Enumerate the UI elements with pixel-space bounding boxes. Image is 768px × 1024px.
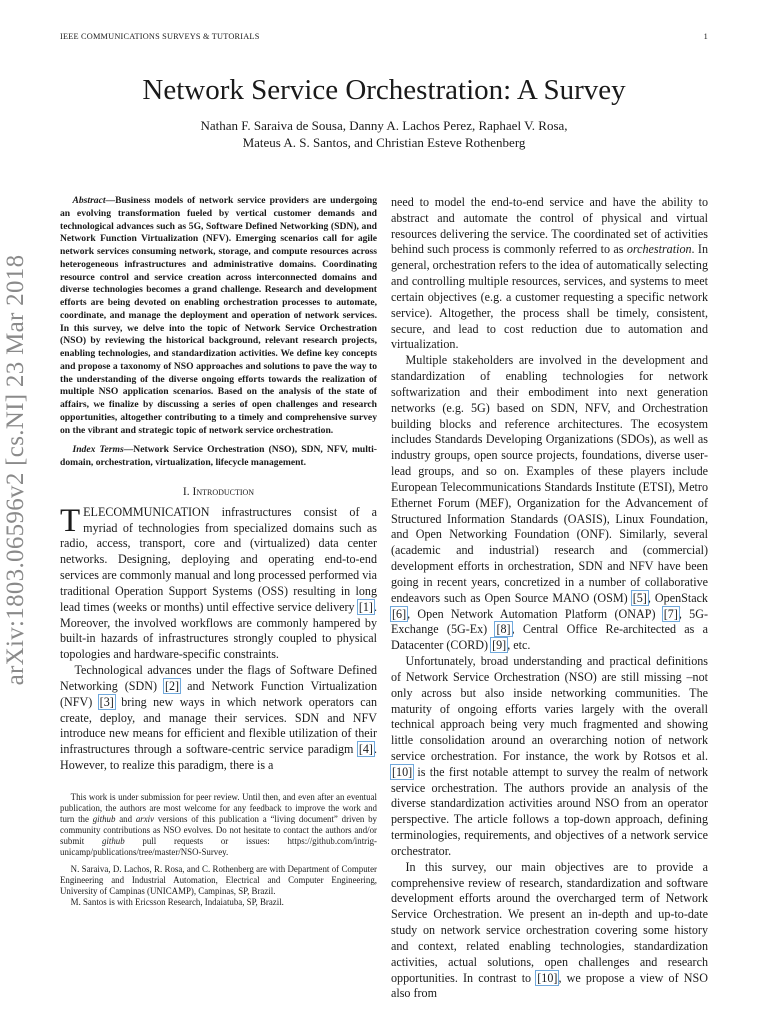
intro-p2-text-b: and Network Function Virtualization (NFV)	[60, 678, 377, 709]
intro-p1-text: ELECOMMUNICATION infrastructures consist of a myriad of technologies from specialized domains such as radio, access, transport, core and (virtualized) data center networks. Designing, deploying and operating end-to-end services are commonly manual and long processed performed via traditional Operation Support Systems (OSS) resulting in long lead times (weeks or months) until effective service delivery	[60, 504, 378, 614]
index-terms	[60, 444, 377, 470]
abstract	[60, 195, 377, 437]
running-header	[60, 32, 708, 44]
citation-link[interactable]: [9]	[492, 638, 507, 653]
author-line-2: Mateus A. S. Santos, and Christian Esteve Rothenberg	[242, 135, 526, 150]
citation-link[interactable]: [10]	[537, 970, 558, 985]
body-text: , we propose a view of NSO also from	[391, 970, 708, 1001]
intro-paragraph-1	[60, 502, 378, 663]
footnote-affiliation-ericsson: M. Santos is with Ericsson Research, Indaiatuba, SP, Brazil.	[70, 896, 284, 907]
body-text: , etc.	[507, 638, 531, 653]
paper-title: Network Service Orchestration: A Survey	[142, 74, 626, 106]
footnote-submission	[60, 792, 377, 858]
citation-link[interactable]: [5]	[632, 590, 647, 605]
body-text: need to model the end-to-end service and have the ability to abstract and automate the control of physical and virtual resources delivering the service. The coordinated set of activities behind such process is commonly referred to as	[391, 195, 708, 257]
intro-paragraph-4	[391, 353, 708, 654]
citation-link[interactable]: [4]	[358, 742, 373, 757]
body-text: . In general, orchestration refers to the idea of automatically selecting and controlling multiple resources, services, and systems to meet certain objectives (e.g. a customer requesting a specific network service). Altogether, the process shall be timely, consistent, secure, and lead to cost reduction due to automation and virtualization.	[391, 242, 709, 352]
footnote-italic: arxiv	[135, 813, 155, 824]
footnote-text: This work is under submission for peer review. Until then, and even after an eventual publication, the authors are most welcome for any feedback to improve the work and turn the	[60, 791, 377, 824]
emphasized-term: orchestration	[626, 242, 692, 257]
section-title: Introduction	[192, 485, 255, 498]
journal-name: IEEE COMMUNICATIONS SURVEYS & TUTORIALS	[60, 32, 260, 41]
index-terms-text: —Network Service Orchestration (NSO), SDN, NFV, multi-domain, orchestration, virtualization, lifecycle management.	[60, 444, 377, 468]
body-text: In this survey, our main objectives are to provide a comprehensive review of research, standardization and software development efforts around the overcharged term of Network Service Orchestration. We present an in-depth and up-to-date study on network service orchestration covering some history and context, related enabling technologies, standardization activities, actual solutions, open challenges and research opportunities. In contrast to	[391, 859, 708, 985]
abstract-label: Abstract	[72, 195, 106, 206]
section-number: I.	[182, 485, 190, 498]
intro-paragraph-6	[391, 860, 708, 1002]
body-text: is the first notable attempt to survey the realm of network service orchestration. The authors provide an analysis of the diverse standardization activities around NSO from an operator perspective. The article follows a top-down approach, defining terminologies, requirements, and objectives of a network service orchestrator.	[391, 764, 708, 858]
body-text: , OpenStack	[647, 590, 708, 605]
footnote-text: versions of this publication a “living document” driven by community contributions as NSO evolves. Do not hesitate to contact the authors and/or submit	[60, 813, 377, 846]
intro-paragraph-3	[391, 195, 708, 353]
intro-p2-text-d: . However, to realize this paradigm, there is a	[60, 742, 377, 772]
arxiv-identifier: arXiv:1803.06596v2 [cs.NI] 23 Mar 2018	[2, 254, 29, 686]
citation-link[interactable]: [3]	[99, 694, 114, 709]
abstract-text: —Business models of network service providers are undergoing an evolving transformation fueled by vertical customer demands and technological advances such as 5G, Software Defined Networking (SDN), and Network Function Virtualization (NFV). Emerging scenarios call for agile network services consuming network, storage, and compute resources across heterogeneous infrastructures and administrative domains. Coordinating resource control and service creation across interconnected domains and diverse technologies becomes a grand challenge. Research and development efforts are being devoted on enabling orchestration processes to automate, coordinate, and manage the deployment and operation of network services. In this survey, we delve into the topic of Network Service Orchestration (NSO) by reviewing the historical background, relevant research projects, enabling technologies, and standardization activities. We define key concepts and propose a taxonomy of NSO approaches and solutions to pave the way to the understanding of the diverse ongoing efforts towards the realization of multiple NSO application scenarios. Based on the analysis of the state of affairs, we finalize by discussing a series of open challenges and research opportunities, altogether contributing to a timely and comprehensive survey on the vibrant and strategic topic of network service orchestration.	[60, 195, 377, 436]
footnotes	[60, 792, 377, 908]
footnote-text: and	[115, 813, 136, 824]
body-text: , Open Network Automation Platform (ONAP)	[407, 606, 663, 621]
index-terms-label: Index Terms	[72, 444, 124, 456]
intro-paragraph-2	[60, 663, 377, 774]
footnote-italic: github	[92, 813, 116, 824]
footnote-text: pull requests or issues: https://github.com/intrig-unicamp/publications/tree/master/NSO-Survey.	[60, 835, 377, 857]
citation-link[interactable]: [1]	[358, 599, 373, 614]
intro-p2-text-a: Technological advances under the flags of Software Defined Networking (SDN)	[60, 663, 377, 693]
intro-p1-end: . Moreover, the involved workflows are commonly hampered by built-in hazards of infrastructures strongly coupled to physical topologies and hardware-specific constraints.	[60, 599, 377, 662]
author-line-1: Nathan F. Saraiva de Sousa, Danny A. Lachos Perez, Raphael V. Rosa,	[200, 118, 568, 133]
right-column	[391, 195, 708, 1002]
left-column	[60, 195, 377, 908]
citation-link[interactable]: [7]	[663, 606, 678, 621]
body-text: Unfortunately, broad understanding and practical definitions of Network Service Orchestration (NSO) are still missing –not only across but also inside networking communities. The maturity of ongoing efforts varies largely with the overall technical approach being very much fragmented and showing little consolidation around an overarching notion of network service orchestration. For instance, the work by Rotsos et al.	[391, 654, 708, 763]
body-text: , 5G-Exchange (5G-Ex)	[391, 606, 708, 637]
page-number: 1	[703, 32, 708, 41]
drop-cap: T	[60, 502, 81, 539]
footnote-italic: github	[101, 835, 125, 846]
body-text: Multiple stakeholders are involved in the development and standardization of enabling technologies for network softwarization and their embodiment into next generation networks (e.g. 5G) based on SDN, NFV, and Orchestration building blocks and reference architectures. The ecosystem includes Standards Developing Organizations (SDOs), as well as industry groups, open source projects, foundations, diverse user-lead groups, and so on. Examples of these players include European Telecommunications Standards Institute (ETSI), Metro Ethernet Forum (MEF), Organization for the Advancement of Structured Information Standards (OASIS), Linux Foundation, and Open Networking Foundation (ONF). Similarly, several (academic and industrial) research and (commercial) development efforts in orchestration, SDN and NFV have been going in recent years, concretized in a number of collaborative endeavors such as Open Source MANO (OSM)	[391, 353, 708, 605]
intro-p2-text-c: bring new ways in which network operators can create, deploy, and manage their services. SDN and NFV introduce new means for efficient and flexible utilization of their infrastructures through a software-centric service paradigm	[60, 694, 377, 757]
author-list	[60, 117, 708, 151]
footnote-affiliation-unicamp: N. Saraiva, D. Lachos, R. Rosa, and C. Rothenberg are with Department of Computer Engineering and Industrial Automation, Electrical and Computer Engineering, University of Campinas (UNICAMP), Campinas, SP, Brazil.	[60, 863, 377, 896]
citation-link[interactable]: [8]	[496, 622, 511, 637]
citation-link[interactable]: [6]	[392, 606, 407, 621]
section-heading-introduction	[60, 485, 377, 499]
intro-paragraph-5	[391, 654, 708, 860]
citation-link[interactable]: [2]	[164, 678, 180, 693]
body-text: , Central Office Re-architected as a Datacenter (CORD)	[391, 622, 708, 653]
citation-link[interactable]: [10]	[392, 764, 413, 779]
